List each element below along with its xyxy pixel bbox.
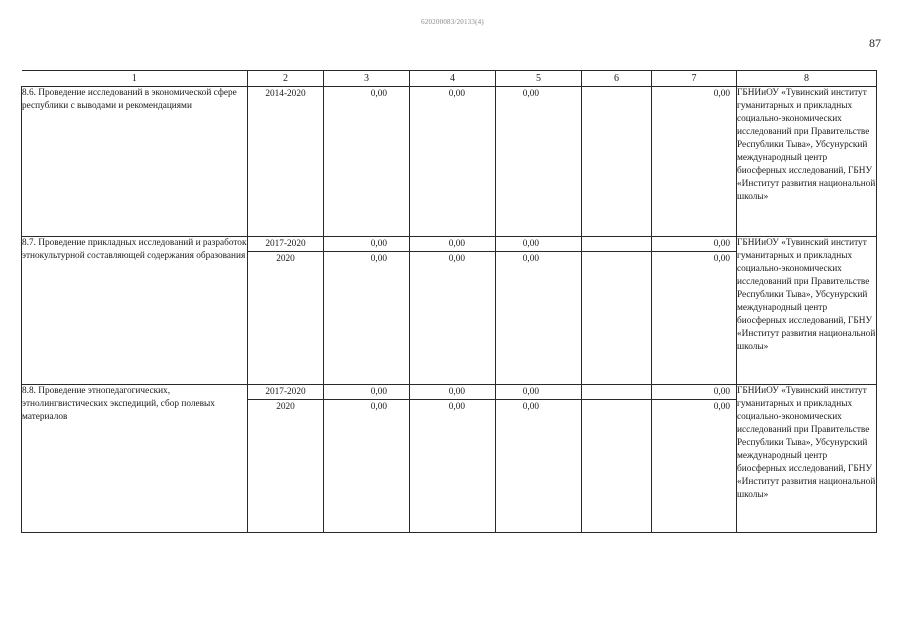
responsible-organization: ГБНИиОУ «Тувинский институт гуманитарных и прикладных социально-экономических исследований при Правительстве Республики Тыва», Убсунурский международный центр биосферных исследований, ГБНУ «Институт развития национальной школы» bbox=[737, 87, 877, 237]
period-cell bbox=[248, 237, 324, 385]
value-cell bbox=[582, 237, 652, 385]
value-cell bbox=[652, 87, 737, 237]
column-header: 1 bbox=[22, 71, 248, 87]
value-cell-line: 0,00 bbox=[522, 254, 539, 264]
value-cell-line bbox=[582, 237, 651, 252]
value-cell bbox=[652, 385, 737, 533]
value-cell bbox=[324, 385, 410, 533]
page-number: 87 bbox=[869, 36, 881, 50]
value-cell bbox=[496, 385, 582, 533]
value-cell-line: 0,00 bbox=[410, 237, 495, 252]
period-cell-line: 2020 bbox=[276, 254, 295, 264]
period-cell-line: 2017-2020 bbox=[248, 385, 323, 400]
value-cell-line: 0,00 bbox=[448, 89, 465, 99]
column-header: 8 bbox=[737, 71, 877, 87]
period-cell-line: 2020 bbox=[276, 402, 295, 412]
value-cell-line: 0,00 bbox=[652, 385, 736, 400]
value-cell bbox=[410, 385, 496, 533]
value-cell-line: 0,00 bbox=[713, 402, 730, 412]
column-header: 7 bbox=[652, 71, 737, 87]
responsible-organization: ГБНИиОУ «Тувинский институт гуманитарных и прикладных социально-экономических исследований при Правительстве Республики Тыва», Убсунурский международный центр биосферных исследований, ГБНУ «Институт развития национальной школы» bbox=[737, 385, 877, 533]
program-table bbox=[21, 70, 877, 533]
value-cell-line bbox=[582, 87, 651, 101]
value-cell bbox=[410, 87, 496, 237]
value-cell-line: 0,00 bbox=[448, 254, 465, 264]
value-cell bbox=[324, 237, 410, 385]
document-id: 620200083/20133(4) bbox=[421, 18, 484, 26]
value-cell-line bbox=[582, 252, 651, 266]
value-cell-line: 0,00 bbox=[652, 237, 736, 252]
value-cell-line: 0,00 bbox=[713, 254, 730, 264]
column-header: 6 bbox=[582, 71, 652, 87]
value-cell-line: 0,00 bbox=[522, 402, 539, 412]
value-cell bbox=[324, 87, 410, 237]
value-cell-line bbox=[582, 400, 651, 414]
period-cell-line: 2017-2020 bbox=[248, 237, 323, 252]
responsible-organization: ГБНИиОУ «Тувинский институт гуманитарных и прикладных социально-экономических исследований при Правительстве Республики Тыва», Убсунурский международный центр биосферных исследований, ГБНУ «Институт развития национальной школы» bbox=[737, 237, 877, 385]
value-cell-line: 0,00 bbox=[713, 89, 730, 99]
value-cell bbox=[496, 237, 582, 385]
table-header-row bbox=[22, 71, 877, 87]
value-cell bbox=[410, 237, 496, 385]
value-cell-line: 0,00 bbox=[370, 89, 387, 99]
table-row bbox=[22, 385, 877, 533]
period-cell bbox=[248, 385, 324, 533]
column-header: 4 bbox=[410, 71, 496, 87]
period-cell-line: 2014-2020 bbox=[265, 89, 306, 99]
value-cell-line: 0,00 bbox=[324, 385, 409, 400]
value-cell bbox=[652, 237, 737, 385]
column-header: 5 bbox=[496, 71, 582, 87]
table-body bbox=[22, 87, 877, 533]
activity-description: 8.6. Проведение исследований в экономической сфере республики с выводами и рекомендациями bbox=[22, 87, 248, 237]
value-cell-line: 0,00 bbox=[410, 385, 495, 400]
activity-description: 8.8. Проведение этнопедагогических, этнолингвистических экспедиций, сбор полевых материалов bbox=[22, 385, 248, 533]
column-header: 2 bbox=[248, 71, 324, 87]
table-row bbox=[22, 87, 877, 237]
value-cell-line: 0,00 bbox=[496, 237, 581, 252]
value-cell-line: 0,00 bbox=[324, 237, 409, 252]
value-cell bbox=[582, 385, 652, 533]
value-cell-line: 0,00 bbox=[496, 385, 581, 400]
table-row bbox=[22, 237, 877, 385]
activity-description: 8.7. Проведение прикладных исследований и разработок этнокультурной составляющей содержания образования bbox=[22, 237, 248, 385]
value-cell-line: 0,00 bbox=[370, 402, 387, 412]
period-cell bbox=[248, 87, 324, 237]
column-header: 3 bbox=[324, 71, 410, 87]
value-cell-line: 0,00 bbox=[522, 89, 539, 99]
value-cell bbox=[496, 87, 582, 237]
value-cell bbox=[582, 87, 652, 237]
value-cell-line bbox=[582, 385, 651, 400]
value-cell-line: 0,00 bbox=[448, 402, 465, 412]
value-cell-line: 0,00 bbox=[370, 254, 387, 264]
